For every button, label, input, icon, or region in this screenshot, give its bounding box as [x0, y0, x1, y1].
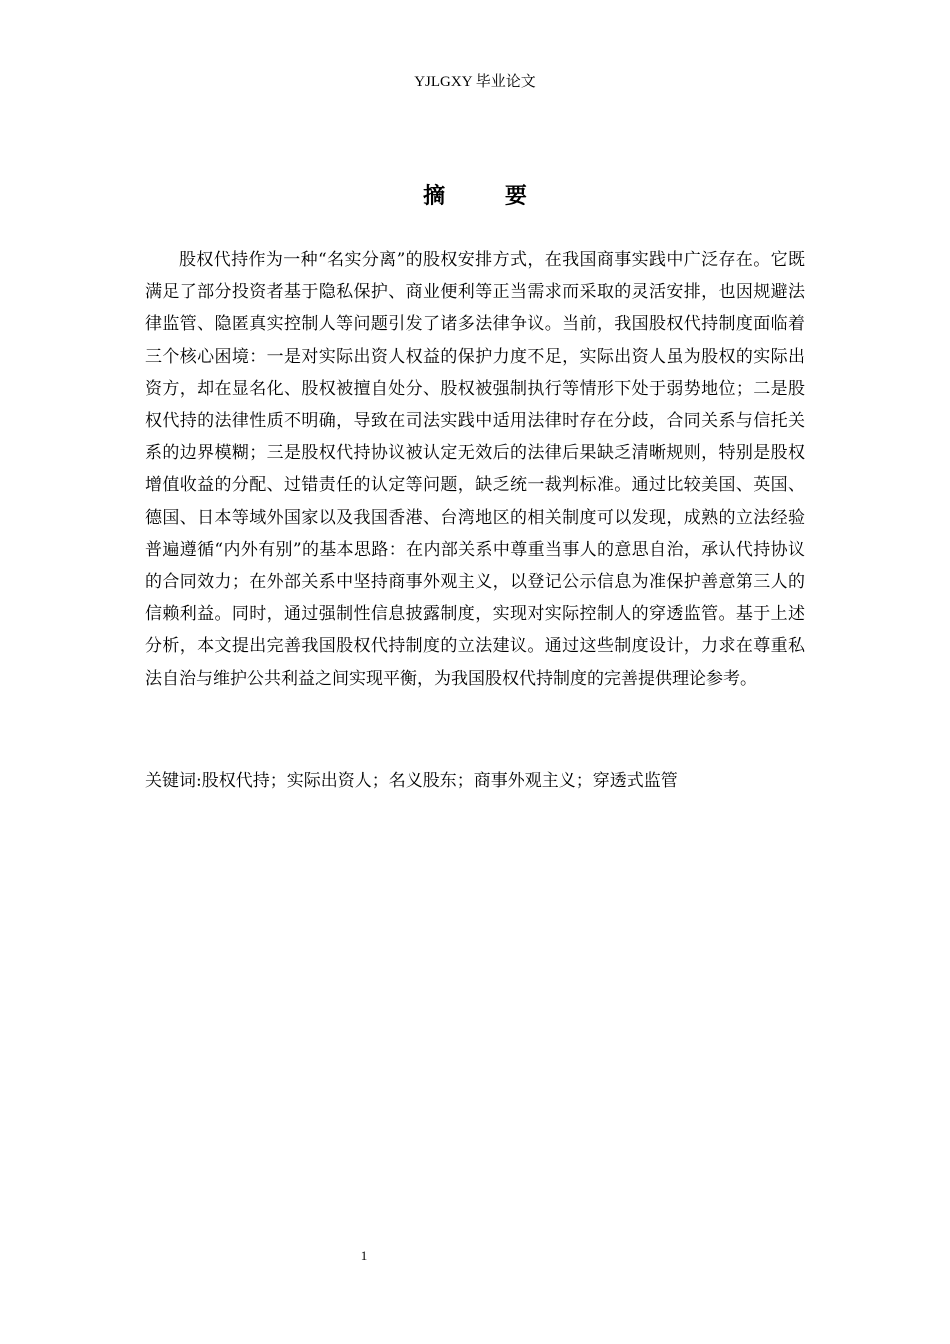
abstract-title: 摘 要 — [423, 184, 553, 209]
keywords-text: 股权代持；实际出资人；名义股东；商事外观主义；穿透式监管 — [201, 771, 678, 791]
keywords-separator: : — [196, 771, 202, 791]
keywords-label: 关键词 — [145, 771, 196, 791]
keywords-line — [145, 765, 805, 797]
page-header — [0, 70, 950, 93]
page-number: 1 — [360, 1248, 368, 1263]
header-cn-text: 毕业论文 — [475, 72, 536, 90]
header-latin-text: YJLGXY — [414, 74, 472, 90]
abstract-body: 股权代持作为一种“名实分离”的股权安排方式，在我国商事实践中广泛存在。它既满足了部分投资者基于隐私保护、商业便利等正当需求而采取的灵活安排，也因规避法律监管、隐匿真实控制人等问题引发了诸多法律争议。当前，我国股权代持制度面临着三个核心困境：一是对实际出资人权益的保护力度不足，实际出资人虽为股权的实际出资方，却在显名化、股权被擅自处分、股权被强制执行等情形下处于弱势地位；二是股权代持的法律性质不明确，导致在司法实践中适用法律时存在分歧，合同关系与信托关系的边界模糊；三是股权代持协议被认定无效后的法律后果缺乏清晰规则，特别是股权增值收益的分配、过错责任的认定等问题，缺乏统一裁判标准。通过比较美国、英国、德国、日本等域外国家以及我国香港、台湾地区的相关制度可以发现，成熟的立法经验普遍遵循“内外有别”的基本思路：在内部关系中尊重当事人的意思自治，承认代持协议的合同效力；在外部关系中坚持商事外观主义，以登记公示信息为准保护善意第三人的信赖利益。同时，通过强制性信息披露制度，实现对实际控制人的穿透监管。基于上述分析，本文提出完善我国股权代持制度的立法建议。通过这些制度设计，力求在尊重私法自治与维护公共利益之间实现平衡，为我国股权代持制度的完善提供理论参考。 — [145, 250, 805, 689]
